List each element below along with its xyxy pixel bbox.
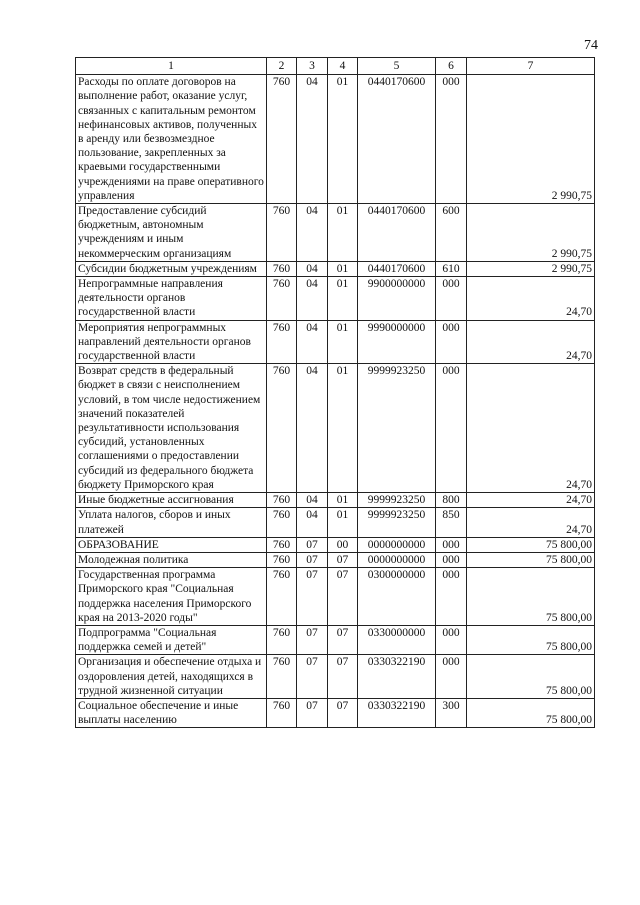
- amount: 75 800,00: [467, 698, 595, 727]
- row-name: Предоставление субсидий бюджетным, автономным учреждениям и иным некоммерческим организациям: [76, 204, 267, 262]
- expense-type-code: 000: [436, 568, 467, 626]
- row-name: Уплата налогов, сборов и иных платежей: [76, 508, 267, 537]
- amount: 24,70: [467, 508, 595, 537]
- subsection-code: 01: [328, 493, 358, 508]
- header-cell: 3: [297, 58, 328, 75]
- target-code: 0440170600: [358, 75, 436, 204]
- section-code: 04: [297, 508, 328, 537]
- target-code: 9990000000: [358, 320, 436, 364]
- target-code: 0300000000: [358, 568, 436, 626]
- row-name: Молодежная политика: [76, 552, 267, 567]
- subsection-code: 07: [328, 655, 358, 699]
- admin-code: 760: [267, 508, 297, 537]
- expense-type-code: 000: [436, 537, 467, 552]
- target-code: 0440170600: [358, 204, 436, 262]
- subsection-code: 07: [328, 698, 358, 727]
- row-name: Организация и обеспечение отдыха и оздоровления детей, находящихся в трудной жизненной ситуации: [76, 655, 267, 699]
- subsection-code: 01: [328, 364, 358, 493]
- expense-type-code: 000: [436, 277, 467, 321]
- admin-code: 760: [267, 568, 297, 626]
- row-name: Непрограммные направления деятельности органов государственной власти: [76, 277, 267, 321]
- table-row: [76, 320, 595, 364]
- table-row: [76, 508, 595, 537]
- header-row: [76, 58, 595, 75]
- amount: 2 990,75: [467, 204, 595, 262]
- expense-type-code: 610: [436, 261, 467, 276]
- row-name: Подпрограмма "Социальная поддержка семей и детей": [76, 625, 267, 654]
- table-row: [76, 493, 595, 508]
- subsection-code: 01: [328, 508, 358, 537]
- table-row: [76, 277, 595, 321]
- row-name: ОБРАЗОВАНИЕ: [76, 537, 267, 552]
- table-row: [76, 261, 595, 276]
- amount: 75 800,00: [467, 537, 595, 552]
- row-name: Расходы по оплате договоров на выполнение работ, оказание услуг, связанных с капитальным ремонтом нефинансовых активов, полученных в аренду или безвозмездное пользование, закрепленных за краевыми государственными учреждениями на праве оперативного управления: [76, 75, 267, 204]
- admin-code: 760: [267, 552, 297, 567]
- expense-type-code: 000: [436, 655, 467, 699]
- amount: 75 800,00: [467, 552, 595, 567]
- target-code: 0330000000: [358, 625, 436, 654]
- target-code: 9999923250: [358, 508, 436, 537]
- section-code: 04: [297, 277, 328, 321]
- expense-type-code: 850: [436, 508, 467, 537]
- admin-code: 760: [267, 698, 297, 727]
- row-name: Социальное обеспечение и иные выплаты населению: [76, 698, 267, 727]
- amount: 75 800,00: [467, 655, 595, 699]
- subsection-code: 00: [328, 537, 358, 552]
- table-row: [76, 655, 595, 699]
- admin-code: 760: [267, 655, 297, 699]
- expense-type-code: 600: [436, 204, 467, 262]
- amount: 75 800,00: [467, 625, 595, 654]
- table-row: [76, 75, 595, 204]
- subsection-code: 01: [328, 204, 358, 262]
- admin-code: 760: [267, 75, 297, 204]
- row-name: Мероприятия непрограммных направлений деятельности органов государственной власти: [76, 320, 267, 364]
- expense-type-code: 000: [436, 320, 467, 364]
- expense-type-code: 800: [436, 493, 467, 508]
- target-code: 0330322190: [358, 655, 436, 699]
- header-cell: 7: [467, 58, 595, 75]
- section-code: 04: [297, 364, 328, 493]
- subsection-code: 07: [328, 625, 358, 654]
- admin-code: 760: [267, 364, 297, 493]
- admin-code: 760: [267, 277, 297, 321]
- admin-code: 760: [267, 537, 297, 552]
- admin-code: 760: [267, 204, 297, 262]
- header-cell: 6: [436, 58, 467, 75]
- section-code: 07: [297, 552, 328, 567]
- subsection-code: 07: [328, 552, 358, 567]
- row-name: Субсидии бюджетным учреждениям: [76, 261, 267, 276]
- row-name: Государственная программа Приморского края "Социальная поддержка населения Приморского края на 2013-2020 годы": [76, 568, 267, 626]
- section-code: 07: [297, 568, 328, 626]
- amount: 24,70: [467, 320, 595, 364]
- section-code: 07: [297, 625, 328, 654]
- admin-code: 760: [267, 320, 297, 364]
- subsection-code: 01: [328, 261, 358, 276]
- amount: 2 990,75: [467, 261, 595, 276]
- row-name: Иные бюджетные ассигнования: [76, 493, 267, 508]
- target-code: 9999923250: [358, 493, 436, 508]
- section-code: 04: [297, 320, 328, 364]
- admin-code: 760: [267, 493, 297, 508]
- target-code: 9900000000: [358, 277, 436, 321]
- expense-type-code: 000: [436, 625, 467, 654]
- row-name: Возврат средств в федеральный бюджет в связи с неисполнением условий, в том числе недостижением значений показателей результативности использования субсидий, установленных соглашениями о предоставлении субсидий из федерального бюджета бюджету Приморского края: [76, 364, 267, 493]
- page-number: 74: [584, 38, 598, 53]
- subsection-code: 07: [328, 568, 358, 626]
- subsection-code: 01: [328, 75, 358, 204]
- amount: 2 990,75: [467, 75, 595, 204]
- expense-type-code: 000: [436, 364, 467, 493]
- target-code: 0330322190: [358, 698, 436, 727]
- table-row: [76, 364, 595, 493]
- section-code: 04: [297, 204, 328, 262]
- section-code: 07: [297, 537, 328, 552]
- table-row: [76, 625, 595, 654]
- amount: 24,70: [467, 277, 595, 321]
- table-row: [76, 537, 595, 552]
- amount: 24,70: [467, 364, 595, 493]
- section-code: 04: [297, 261, 328, 276]
- target-code: 0000000000: [358, 537, 436, 552]
- header-cell: 1: [76, 58, 267, 75]
- subsection-code: 01: [328, 277, 358, 321]
- amount: 24,70: [467, 493, 595, 508]
- table-row: [76, 568, 595, 626]
- table-row: [76, 552, 595, 567]
- header-cell: 5: [358, 58, 436, 75]
- target-code: 9999923250: [358, 364, 436, 493]
- admin-code: 760: [267, 625, 297, 654]
- expense-type-code: 300: [436, 698, 467, 727]
- section-code: 07: [297, 655, 328, 699]
- expense-type-code: 000: [436, 75, 467, 204]
- target-code: 0000000000: [358, 552, 436, 567]
- header-cell: 2: [267, 58, 297, 75]
- section-code: 04: [297, 493, 328, 508]
- table-row: [76, 204, 595, 262]
- expense-type-code: 000: [436, 552, 467, 567]
- subsection-code: 01: [328, 320, 358, 364]
- budget-table: [75, 57, 595, 728]
- section-code: 04: [297, 75, 328, 204]
- admin-code: 760: [267, 261, 297, 276]
- header-cell: 4: [328, 58, 358, 75]
- amount: 75 800,00: [467, 568, 595, 626]
- table-row: [76, 698, 595, 727]
- target-code: 0440170600: [358, 261, 436, 276]
- section-code: 07: [297, 698, 328, 727]
